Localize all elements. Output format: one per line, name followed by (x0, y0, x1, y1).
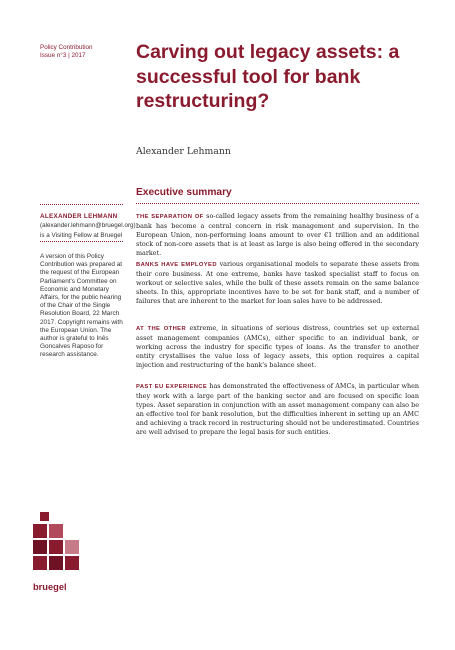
divider (136, 203, 419, 204)
divider (40, 204, 123, 205)
paragraph-text: extreme, in situations of serious distress, countries set up external asset management companies (AMCs), either specific to an individual bank, or working across the industry for specific types of loans. As the transfer to another entity crystallises the value loss of legacy assets, this option requires a capital injection and restructuring of the bank's balance sheet. (136, 324, 419, 369)
summary-paragraph (136, 324, 419, 370)
logo-wordmark: bruegel (33, 582, 67, 592)
author-bio (40, 212, 136, 240)
paragraph-text: various organisational models to separate these assets from their core business. At one extreme, banks have tasked specialist staff to focus on workout or selective sales, while the bulk of these assets remain on the same balance sheets. In this, appropriate incentives have to be set for bank staff, and a number of failures that are inherent to the market for loan sales have to be addressed. (136, 260, 420, 305)
paragraph-lead: BANKS HAVE EMPLOYED (136, 262, 217, 268)
page-title: Carving out legacy assets: a successful tool for bank restructuring? (136, 41, 400, 112)
acknowledgement-note: A version of this Policy Contribution was prepared at the request of the European Parliament's Committee on Economic and Monetary Affairs, for the public hearing of the Chair of the Single Resolution Board, 22 March 2017. Copyright remains with the European Union. The author is grateful to Inês Goncalves Raposo for research assistance. (40, 253, 123, 359)
paragraph-lead: THE SEPARATION OF (136, 214, 204, 220)
bio-text: (alexander.lehmann@bruegel.org) is a Visiting Fellow at Bruegel (40, 222, 136, 239)
summary-paragraph (136, 212, 419, 258)
section-heading: Executive summary (136, 187, 232, 198)
issue-number: Issue n°3 | 2017 (40, 51, 86, 59)
summary-paragraph (136, 260, 419, 306)
author-name: Alexander Lehmann (136, 146, 231, 157)
paragraph-lead: PAST EU EXPERIENCE (136, 384, 208, 390)
paragraph-text: so-called legacy assets from the remaining healthy business of a bank has become a central concern in risk management and supervision. In the European Union, non-performing loans amount to over €1 trillion and an additional stock of non-core assets that is at least as large is also being offered in the secondary market. (136, 212, 419, 257)
paragraph-text: has demonstrated the effectiveness of AMCs, in particular when they work with a large part of the banking sector and are focused on specific loan types. Asset separation in conjunction with an asset management company can also be an effective tool for bank resolution, but the difficulties inherent in setting up an AMC and achieving a track record in restructuring should not be underestimated. Countries are well advised to prepare the legal basis for such entities. (136, 382, 419, 436)
publication-type-label (40, 44, 120, 59)
summary-paragraph (136, 382, 419, 437)
bio-name: ALEXANDER LEHMANN (40, 213, 118, 220)
doc-type: Policy Contribution (40, 44, 93, 51)
divider (40, 241, 123, 242)
paragraph-lead: AT THE OTHER (136, 326, 187, 332)
